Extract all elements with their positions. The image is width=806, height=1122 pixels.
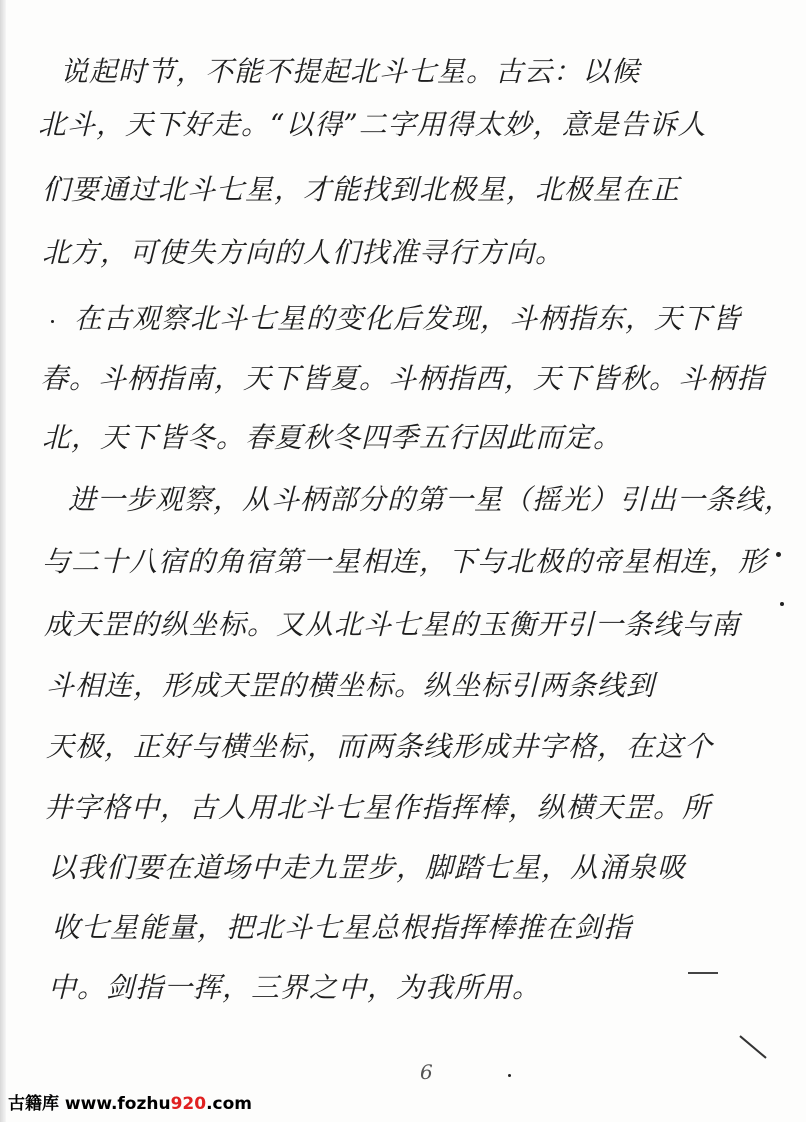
stray-dash [688,972,718,974]
watermark-brand: 古籍库 [8,1094,59,1114]
text-line: 中。剑指一挥，三界之中，为我所用。 [48,971,542,1004]
text-line: 以我们要在道场中走九罡步，脚踏七星，从涌泉吸 [48,851,687,884]
ink-dot [776,552,781,557]
text-line: 井字格中，古人用北斗七星作指挥棒，纵横天罡。所 [44,791,712,824]
text-line: 北斗，天下好走。“以得”二字用得太妙，意是告诉人 [38,108,707,141]
text-line: 说起时节，不能不提起北斗七星。古云：以候 [60,55,641,88]
text-line: 在古观察北斗七星的变化后发现，斗柄指东，天下皆 [74,302,742,335]
page-number: 6 [420,1060,433,1084]
text-line: 北方，可使失方向的人们找准寻行方向。 [42,236,565,269]
ink-dot [508,1074,511,1077]
watermark-url-suffix: .com [206,1094,253,1114]
text-line: 进一步观察，从斗柄部分的第一星（摇光）引出一条线， [68,483,794,516]
scan-edge [0,0,6,1122]
text-line: 们要通过北斗七星，才能找到北极星，北极星在正 [42,173,681,206]
text-line: 天极，正好与横坐标，而两条线形成井字格，在这个 [46,730,714,763]
watermark [8,1089,252,1114]
watermark-url-prefix: www.fozhu [64,1094,171,1114]
text-line: 收七星能量，把北斗七星总根指挥棒推在剑指 [52,911,633,944]
text-line: 与二十八宿的角宿第一星相连，下与北极的帝星相连，形 [42,545,768,578]
text-line: 春。斗柄指南，天下皆夏。斗柄指西，天下皆秋。斗柄指 [40,362,766,395]
stray-stroke [739,1035,766,1058]
ink-dot [51,320,54,323]
text-line: 成天罡的纵坐标。又从北斗七星的玉衡开引一条线与南 [44,608,741,641]
text-line: 北，天下皆冬。春夏秋冬四季五行因此而定。 [42,421,623,454]
ink-dot [780,602,784,606]
text-line: 斗相连，形成天罡的横坐标。纵坐标引两条线到 [46,669,656,702]
watermark-url-number: 920 [170,1094,207,1114]
